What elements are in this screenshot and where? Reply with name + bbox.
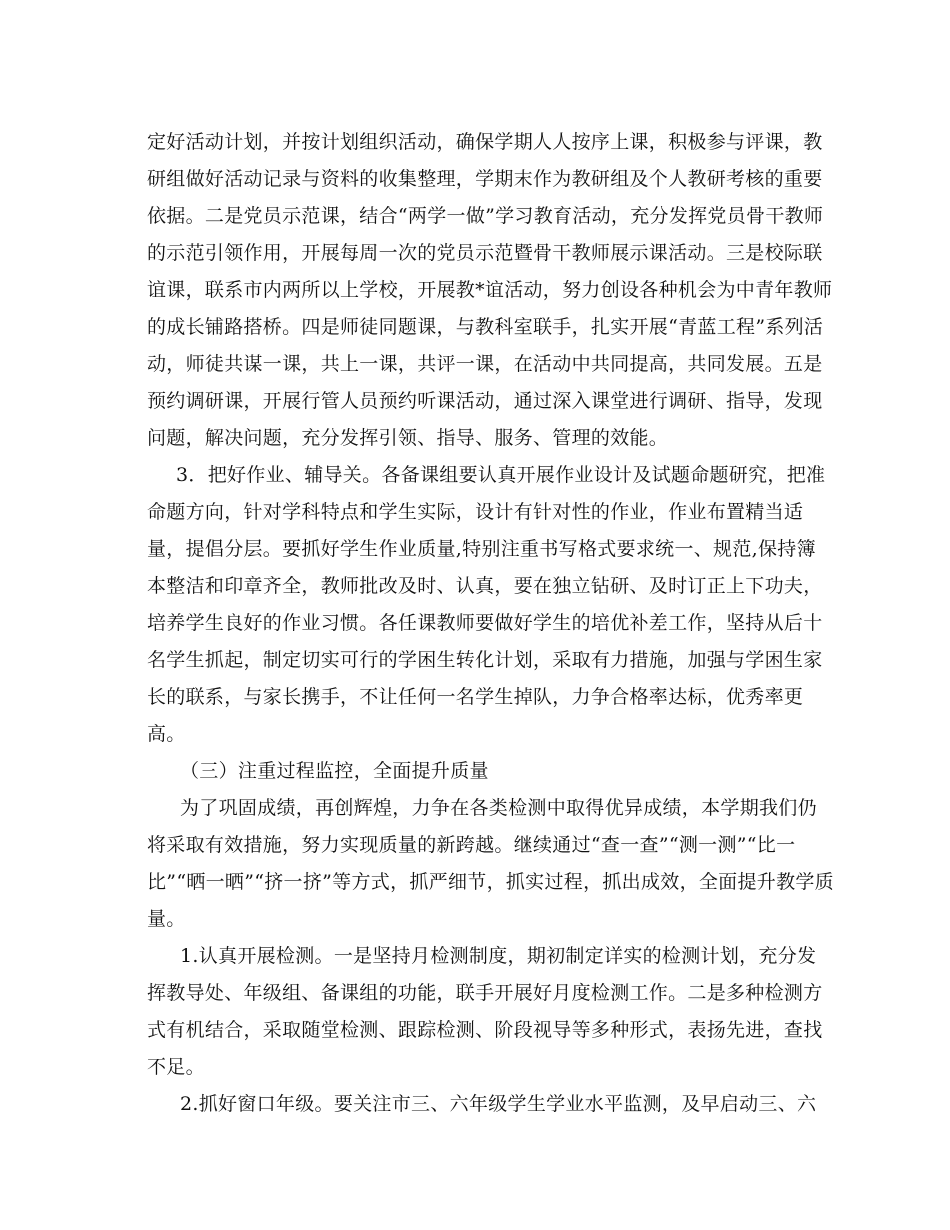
text-line: 培养学生良好的作业习惯。各任课教师要做好学生的培优补差工作，坚持从后十 — [147, 612, 823, 634]
text-line: 的成长铺路搭桥。四是师徒同题课，与教科室联手，扎实开展“青蓝工程”系列活 — [147, 316, 824, 338]
text-line: 量。 — [147, 908, 186, 930]
text-line: 问题，解决问题，充分发挥引领、指导、服务、管理的效能。 — [147, 427, 669, 449]
text-line: 依据。二是党员示范课，结合“两学一做”学习教育活动，充分发挥党员骨干教师 — [147, 205, 824, 227]
text-line: 将采取有效措施，努力实现质量的新跨越。继续通过“查一查”“测一测”“比一 — [147, 834, 796, 856]
text-line: 长的联系，与家长携手，不让任何一名学生掉队，力争合格率达标，优秀率更 — [147, 686, 804, 708]
text-line: 谊课，联系市内两所以上学校，开展教*谊活动，努力创设各种机会为中青年教师 — [147, 279, 833, 301]
text-line: 的示范引领作用，开展每周一次的党员示范暨骨干教师展示课活动。三是校际联 — [147, 242, 823, 264]
text-line: 预约调研课，开展行管人员预约听课活动，通过深入课堂进行调研、指导，发现 — [147, 390, 823, 412]
text-line: 动，师徒共谋一课，共上一课，共评一课，在活动中共同提高，共同发展。五是 — [147, 353, 823, 375]
text-line: 2.抓好窗口年级。要关注市三、六年级学生学业水平监测，及早启动三、六 — [180, 1093, 817, 1115]
text-line: 式有机结合，采取随堂检测、跟踪检测、阶段视导等多种形式，表扬先进，查找 — [147, 1019, 823, 1041]
text-line: 3．把好作业、辅导关。各备课组要认真开展作业设计及试题命题研究，把准 — [176, 464, 826, 486]
text-line: 本整洁和印章齐全，教师批改及时、认真，要在独立钻研、及时订正上下功夫， — [147, 575, 823, 597]
text-line: 量，提倡分层。要抓好学生作业质量,特别注重书写格式要求统一、规范,保持簿 — [147, 538, 816, 560]
section-heading: （三）注重过程监控，全面提升质量 — [180, 760, 489, 782]
text-line: 名学生抓起，制定切实可行的学困生转化计划，采取有力措施，加强与学困生家 — [147, 649, 823, 671]
text-line: 1.认真开展检测。一是坚持月检测制度，期初制定详实的检测计划，充分发 — [180, 945, 817, 967]
text-line: 高。 — [147, 723, 186, 745]
text-line: 不足。 — [147, 1056, 205, 1078]
text-line: 比”“晒一晒”“挤一挤”等方式，抓严细节，抓实过程，抓出成效，全面提升教学质 — [147, 871, 834, 893]
text-line: 命题方向，针对学科特点和学生实际，设计有针对性的作业，作业布置精当适 — [147, 501, 804, 523]
text-line: 定好活动计划，并按计划组织活动，确保学期人人按序上课，积极参与评课，教 — [147, 131, 823, 153]
text-line: 挥教导处、年级组、备课组的功能，联手开展好月度检测工作。二是多种检测方 — [147, 982, 823, 1004]
text-line: 研组做好活动记录与资料的收集整理，学期末作为教研组及个人教研考核的重要 — [147, 168, 823, 190]
text-line: 为了巩固成绩，再创辉煌，力争在各类检测中取得优异成绩，本学期我们仍 — [180, 797, 817, 819]
